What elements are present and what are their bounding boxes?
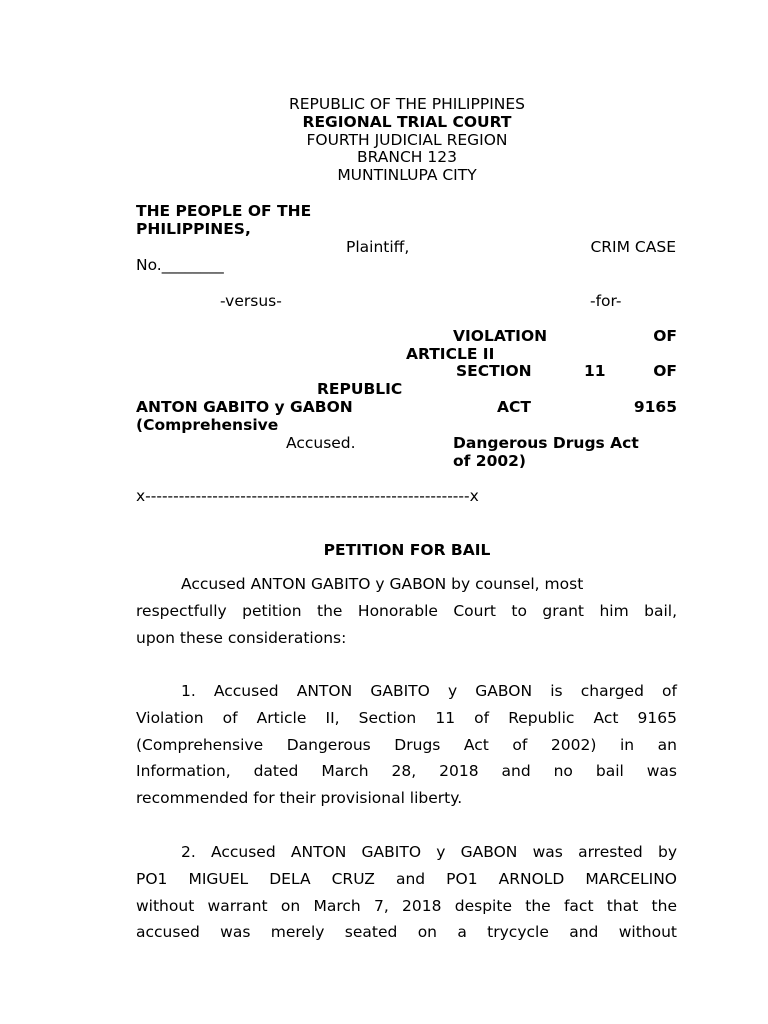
charge-dda-line2: of 2002)	[453, 452, 527, 470]
caption-separator: x----------------------------------------------------------x	[136, 487, 479, 505]
header-branch: BRANCH 123	[357, 148, 457, 166]
charge-of-2: OF	[653, 362, 677, 380]
plaintiff-role: Plaintiff,	[346, 238, 410, 256]
charge-act: ACT	[497, 398, 531, 416]
charge-article: ARTICLE II	[406, 345, 495, 363]
intro-line: Accused ANTON GABITO y GABON by counsel, most	[181, 575, 584, 593]
for-label: -for-	[590, 292, 622, 310]
paragraph-line: without warrant on March 7, 2018 despite the fact that the	[136, 896, 677, 915]
plaintiff-name-line2: PHILIPPINES,	[136, 220, 251, 238]
document-title: PETITION FOR BAIL	[323, 541, 491, 559]
paragraph-line: recommended for their provisional liberty.	[136, 789, 463, 808]
intro-line: respectfully petition the Honorable Court to grant him bail,	[136, 601, 677, 620]
header-region: FOURTH JUDICIAL REGION	[306, 131, 508, 149]
versus-label: -versus-	[220, 292, 282, 310]
case-label: CRIM CASE	[590, 238, 676, 256]
header-court: REGIONAL TRIAL COURT	[302, 113, 512, 131]
charge-dda-line1: Dangerous Drugs Act	[453, 434, 639, 452]
accused-role: Accused.	[286, 434, 356, 452]
case-number: No.________	[136, 256, 224, 274]
paragraph-line: Information, dated March 28, 2018 and no bail was	[136, 762, 677, 781]
paragraph-line: 2. Accused ANTON GABITO y GABON was arrested by	[181, 843, 677, 861]
paragraph-line: (Comprehensive Dangerous Drugs Act of 2002) in an	[136, 735, 677, 754]
charge-section: SECTION	[456, 362, 532, 380]
accused-name: ANTON GABITO y GABON	[136, 398, 353, 416]
charge-comprehensive: (Comprehensive	[136, 416, 279, 434]
charge-act-number: 9165	[633, 398, 677, 416]
plaintiff-name-line1: THE PEOPLE OF THE	[136, 202, 312, 220]
charge-republic: REPUBLIC	[317, 380, 403, 398]
paragraph-1	[136, 678, 677, 812]
header-republic: REPUBLIC OF THE PHILIPPINES	[288, 95, 525, 113]
intro-line: upon these considerations:	[136, 628, 347, 647]
paragraph-2	[136, 839, 677, 946]
paragraph-line: 1. Accused ANTON GABITO y GABON is charged of	[181, 682, 677, 700]
charge-violation: VIOLATION	[453, 327, 548, 345]
header-city: MUNTINLUPA CITY	[337, 166, 477, 184]
intro-paragraph	[136, 571, 677, 651]
paragraph-line: PO1 MIGUEL DELA CRUZ and PO1 ARNOLD MARCELINO	[136, 869, 677, 888]
charge-of-1: OF	[653, 327, 677, 345]
paragraph-line: accused was merely seated on a trycycle and without	[136, 923, 677, 942]
charge-section-number: 11	[584, 362, 606, 380]
paragraph-line: Violation of Article II, Section 11 of Republic Act 9165	[136, 708, 677, 727]
